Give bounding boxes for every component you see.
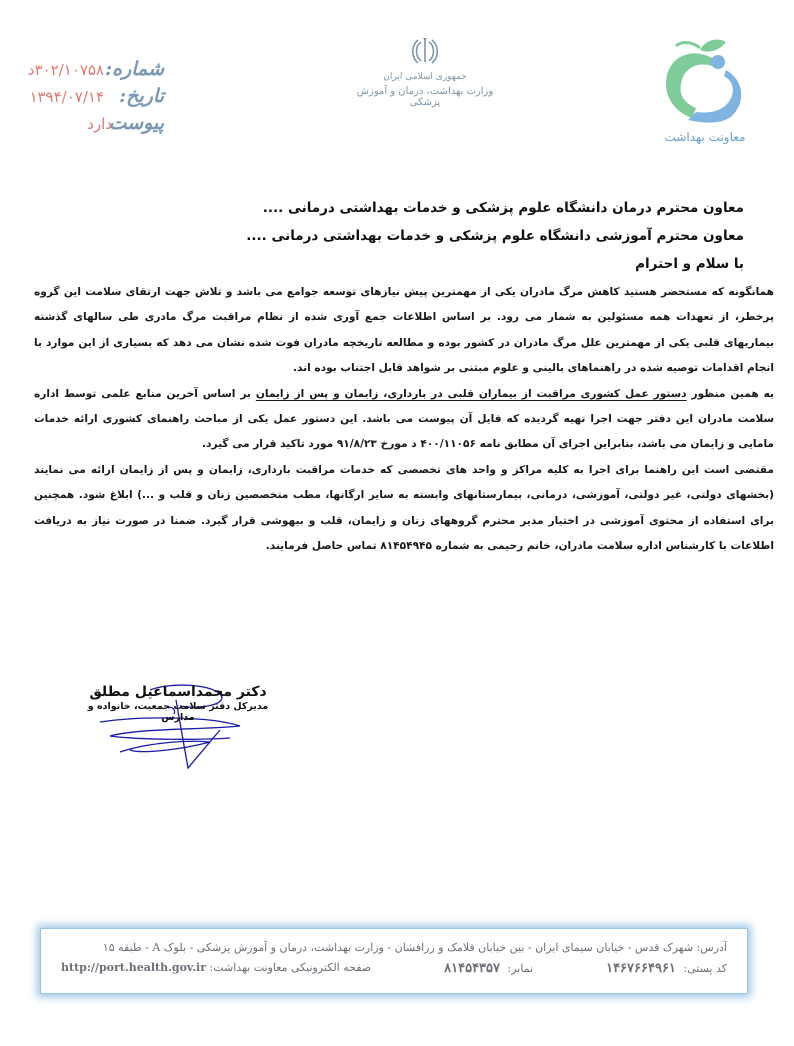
letter-number-label: شماره: [105, 58, 164, 80]
signature-block [78, 684, 278, 723]
guideline-title-underlined: دستور عمل کشوری مراقبت از بیماران قلبی در بارداری، زایمان و پس از زایمان [255, 387, 687, 400]
letter-meta [14, 58, 164, 139]
apple-logo-icon [660, 36, 750, 126]
postal-value: ۱۴۶۷۶۶۴۹۶۱ [606, 961, 676, 976]
letter-number-value: ۳۰۲/۱۰۷۵۸د [27, 61, 104, 79]
addressee-line: معاون محترم درمان دانشگاه علوم پزشکی و خدمات بهداشتی درمانی .... [262, 200, 744, 216]
footer-postal [606, 961, 727, 976]
letter-date-row [14, 85, 164, 112]
body-text: بر اساس آخرین منابع علمی توسط اداره سلامت مادران این دفتر جهت اجرا تهیه گردیده که فایل آن پیوست می باشد. این دستور عمل یکی از مباحث راهنمای کشوری ارائه خدمات مامایی و زایمان می باشد، بنابراین اجرای آن مطابق نامه ۴۰۰/۱۱۰۵۶ د مورخ ۹۱/۸/۲۳ مورد تاکید قرار می گیرد. [34, 387, 774, 451]
footer-web [61, 961, 371, 976]
signatory-title: مدیرکل دفتر سلامت جمعیت، خانواده و مدارس [87, 701, 269, 723]
signatory-name: دکتر محمداسماعیل مطلق [89, 684, 267, 700]
health-deputy-logo [645, 36, 765, 144]
body-text: به همین منظور [686, 387, 774, 400]
postal-label: کد پستی: [683, 962, 727, 975]
letter-attachment-value: دارد [87, 115, 112, 133]
web-link[interactable]: http://port.health.gov.ir [61, 961, 207, 974]
addressee-line: معاون محترم آموزشی دانشگاه علوم پزشکی و خدمات بهداشتی درمانی .... [246, 228, 744, 244]
emblem-republic-text: جمهوری اسلامی ایران [383, 72, 467, 82]
web-label: صفحه الکترونیکی معاونت بهداشت: [209, 961, 372, 974]
letter-footer [40, 928, 748, 994]
emblem-ministry-text: وزارت بهداشت، درمان و آموزش پزشکی [356, 86, 494, 108]
fax-value: ۸۱۴۵۴۳۵۷ [444, 961, 500, 976]
addressee-block [246, 194, 744, 278]
letter-attachment-label: پیوست [108, 112, 164, 134]
iran-emblem-icon [412, 36, 438, 66]
letter-number-row [14, 58, 164, 85]
footer-fax [444, 961, 533, 976]
national-emblem [355, 36, 495, 108]
health-deputy-logo-text: معاونت بهداشت [664, 130, 746, 144]
body-paragraph: همانگونه که مستحضر هستید کاهش مرگ مادران یکی از مهمترین پیش نیازهای توسعه جوامع می باشد و تلاش جهت ارتقای سلامت این گروه پرخطر، از تعهدات همه مسئولین به شمار می رود. بر اساس اطلاعات جمع آوری شده از نظام مراقبت مرگ مادری طی سالهای گذشته بیماریهای قلبی یکی از مهمترین علل مرگ مادران در کشور بوده و مطالعه تاریخچه مادران فوت شده نشان می دهد که بسیاری از این موارد با انجام اقدامات توصیه شده در راهنماهای بالینی و علوم مبتنی بر شواهد قابل اجتناب بوده اند. [34, 286, 774, 375]
letter-date-label: تاریخ: [119, 85, 164, 107]
letter-attachment-row [14, 112, 164, 139]
body-paragraph: مقتضی است این راهنما برای اجرا به کلیه مراکز و واحد های تخصصی که خدمات مراقبت بارداری، زایمان و پس از زایمان ارائه می نمایند (بخشهای دولتی، غیر دولتی، آموزشی، درمانی، بیمارستانهای وابسته به سایر ارگانها، مطب متخصصین زنان و قلب و ...) ابلاغ شود. همچنین برای استفاده از محتوی آموزشی در اختیار مدیر محترم گروههای زنان و زایمان، قلب و بیهوشی قرار گیرد. ضمنا در صورت نیاز به دریافت اطلاعات با کارشناس اداره سلامت مادران، خانم رحیمی به شماره ۸۱۴۵۴۹۴۵ تماس حاصل فرمایند. [34, 463, 774, 553]
greeting: با سلام و احترام [635, 256, 744, 272]
fax-label: نمابر: [507, 962, 534, 975]
footer-address: آدرس: شهرک قدس - خیابان سیمای ایران - بین خیابان فلامک و زرافشان - وزارت بهداشت، درمان و آموزش پزشکی - بلوک A - طبقه ۱۵ [102, 941, 727, 954]
footer-contact-row [61, 961, 727, 976]
letter-date-value: ۱۳۹۴/۰۷/۱۴ [29, 88, 104, 106]
body-paragraph [34, 382, 774, 458]
letter-body [34, 280, 774, 559]
